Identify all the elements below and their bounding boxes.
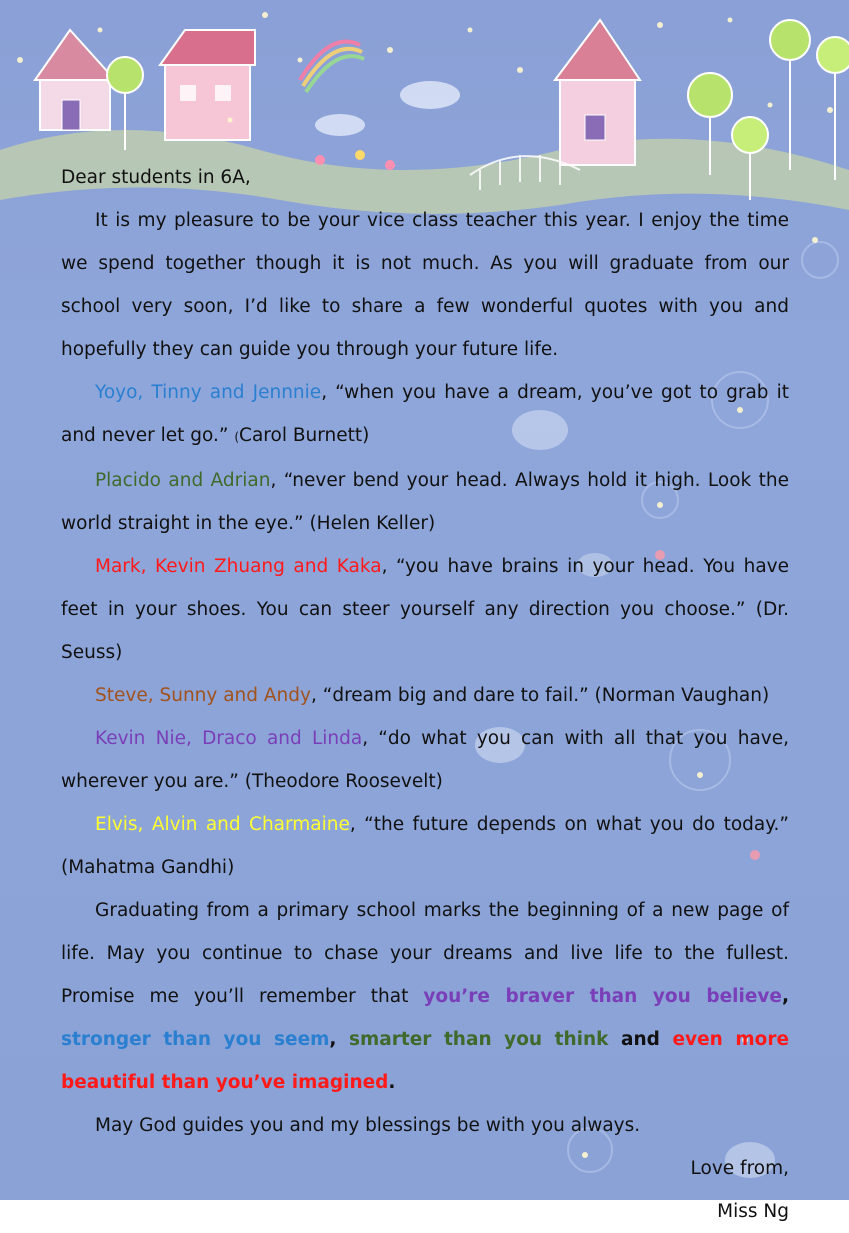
quote-paragraph: [61, 674, 789, 717]
quote-paragraph: [61, 717, 789, 803]
signoff: Love from,: [690, 1158, 789, 1179]
phrase-beautiful: even more beautiful than you’ve imagined: [61, 1029, 790, 1093]
quote-names: Placido and Adrian: [95, 470, 271, 491]
phrase-braver: you’re braver than you believe: [423, 986, 782, 1007]
rainbow-icon: [300, 42, 364, 92]
house-right-icon: [555, 20, 640, 165]
house-middle-icon: [160, 30, 255, 140]
closing-text: Graduating from a primary school marks the beginning of a new page of life. May you continue to chase your dreams and live life to the fullest. Promise me you’ll remember that: [61, 900, 789, 1007]
quote-text: , “never bend your head. Always hold it high. Look the world straight in the eye.” (Helen Keller): [61, 470, 789, 534]
comma: ,: [781, 986, 789, 1007]
period: .: [388, 1072, 396, 1093]
quote-text: , “you have brains in your head. You have feet in your shoes. You can steer yourself any direction you choose.” (Dr. Seuss): [61, 556, 789, 663]
greeting: Dear students in 6A,: [61, 167, 251, 188]
house-left-icon: [35, 30, 115, 130]
quote-names: Mark, Kevin Zhuang and Kaka: [95, 556, 382, 577]
quote-paragraph: [61, 803, 789, 889]
and-word: and: [608, 1029, 673, 1050]
quote-paragraph: [61, 545, 789, 674]
comma: ,: [329, 1029, 349, 1050]
quote-names: Yoyo, Tinny and Jennnie: [95, 382, 322, 403]
quote-names: Steve, Sunny and Andy: [95, 685, 311, 706]
closing-paragraph: [61, 889, 789, 1104]
quote-author: Carol Burnett): [239, 425, 370, 446]
quote-paragraph: [61, 459, 789, 545]
quote-paragraph: [61, 371, 789, 459]
signature: Miss Ng: [717, 1201, 789, 1222]
intro-paragraph: It is my pleasure to be your vice class teacher this year. I enjoy the time we spend together though it is not much. As you will graduate from our school very soon, I’d like to share a few wonderful quotes with you and hopefully they can guide you through your future life.: [61, 210, 789, 360]
quote-names: Kevin Nie, Draco and Linda: [95, 728, 363, 749]
quote-text: , “do what you can with all that you have, wherever you are.” (Theodore Roosevelt): [61, 728, 789, 792]
quote-text: , “dream big and dare to fail.” (Norman Vaughan): [310, 685, 770, 706]
phrase-stronger: stronger than you seem: [61, 1029, 330, 1050]
quote-text: , “the future depends on what you do today.” (Mahatma Gandhi): [61, 814, 790, 878]
quote-text: , “when you have a dream, you’ve got to grab it and never let go.”: [61, 382, 790, 446]
quote-paren: (: [234, 430, 240, 444]
phrase-smarter: smarter than you think: [348, 1029, 609, 1050]
blessing: May God guides you and my blessings be with you always.: [95, 1115, 641, 1136]
quote-names: Elvis, Alvin and Charmaine: [95, 814, 350, 835]
letter-body: [61, 156, 789, 1233]
